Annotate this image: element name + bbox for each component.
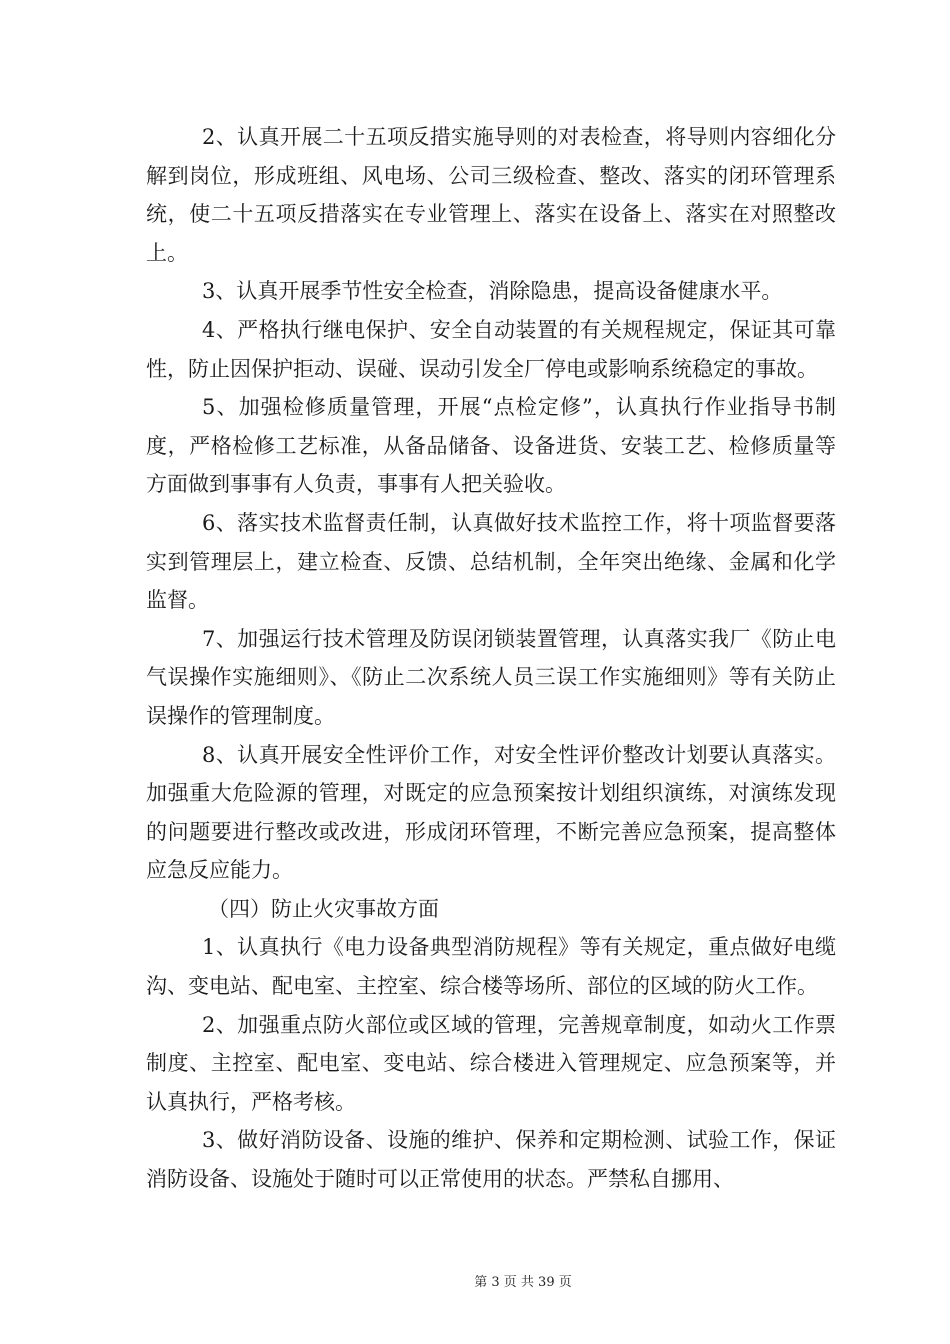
paragraph-item-2: 2、认真开展二十五项反措实施导则的对表检查，将导则内容细化分解到岗位，形成班组、风电场、公司三级检查、整改、落实的闭环管理系统，使二十五项反措落实在专业管理上、落实在设备上、落实在对照整改上。 — [146, 125, 836, 265]
body-text — [146, 118, 836, 1199]
paragraph-item-4: 4、严格执行继电保护、安全自动装置的有关规程规定，保证其可靠性，防止因保护拒动、误碰、误动引发全厂停电或影响系统稳定的事故。 — [146, 317, 836, 381]
paragraph-item-5: 5、加强检修质量管理，开展“点检定修”，认真执行作业指导书制度，严格检修工艺标准，从备品储备、设备进货、安装工艺、检修质量等方面做到事事有人负责，事事有人把关验收。 — [146, 395, 836, 497]
paragraph-item-7: 7、加强运行技术管理及防误闭锁装置管理，认真落实我厂《防止电气误操作实施细则》、《防止二次系统人员三误工作实施细则》等有关防止误操作的管理制度。 — [146, 626, 836, 728]
paragraph-item-6: 6、落实技术监督责任制，认真做好技术监控工作，将十项监督要落实到管理层上，建立检查、反馈、总结机制，全年突出绝缘、金属和化学监督。 — [146, 510, 836, 613]
paragraph-item-8: 8、认真开展安全性评价工作，对安全性评价整改计划要认真落实。加强重大危险源的管理，对既定的应急预案按计划组织演练，对演练发现的问题要进行整改或改进，形成闭环管理，不断完善应急预案，提高整体应急反应能力。 — [146, 742, 836, 883]
paragraph-fire-3: 3、做好消防设备、设施的维护、保养和定期检测、试验工作，保证消防设备、设施处于随时可以正常使用的状态。严禁私自挪用、 — [146, 1128, 836, 1192]
paragraph-item-3: 3、认真开展季节性安全检查，消除隐患，提高设备健康水平。 — [202, 279, 783, 304]
paragraph-fire-1: 1、认真执行《电力设备典型消防规程》等有关规定，重点做好电缆沟、变电站、配电室、主控室、综合楼等场所、部位的区域的防火工作。 — [146, 935, 836, 999]
section-heading-fire: （四）防止火灾事故方面 — [208, 896, 439, 921]
page-number-footer: 第 3 页 共 39 页 — [474, 1275, 572, 1290]
paragraph-fire-2: 2、加强重点防火部位或区域的管理，完善规章制度，如动火工作票制度、主控室、配电室、变电站、综合楼进入管理规定、应急预案等，并认真执行，严格考核。 — [146, 1012, 836, 1114]
